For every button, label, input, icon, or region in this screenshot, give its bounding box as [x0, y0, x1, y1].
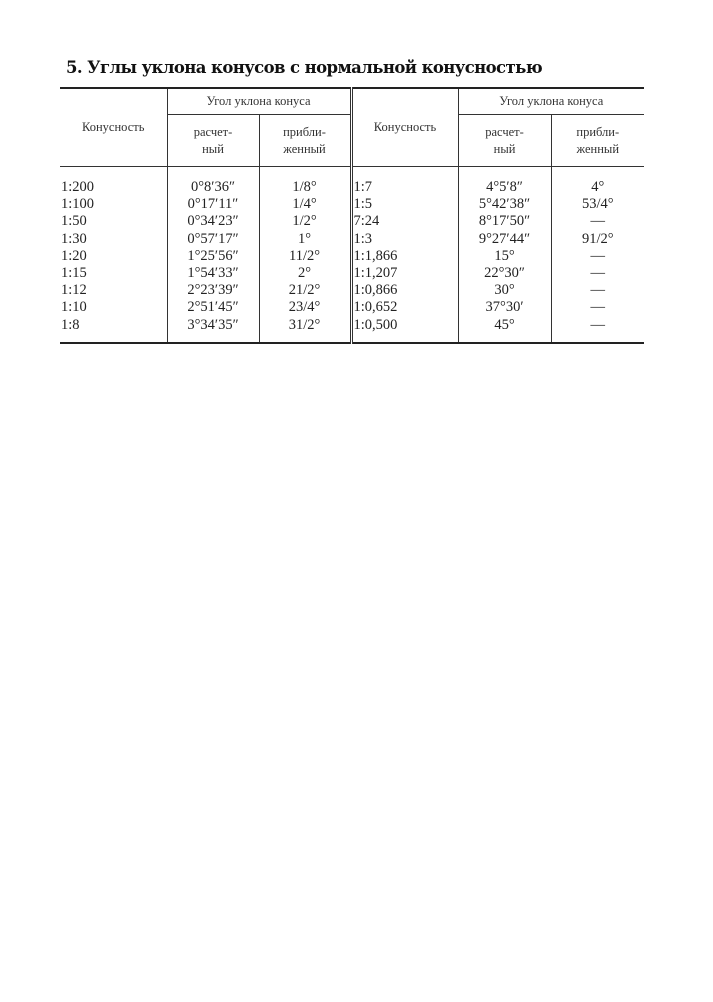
- table-row: [60, 248, 644, 265]
- header-row-top: [60, 88, 644, 115]
- table-row: [60, 317, 644, 343]
- cell-left-taper: 1:20: [61, 247, 87, 264]
- header-approximate-right: [551, 115, 644, 167]
- cell-right-taper: 1:1,866: [351, 248, 458, 265]
- cell-right-taper: 7:24: [351, 213, 458, 230]
- cell-left-taper: 1:10: [61, 299, 87, 316]
- cell-left-calculated: 0°57′17″: [167, 231, 259, 248]
- cell-right-approximate: —: [551, 265, 644, 282]
- header-angle-group-left: Угол уклона конуса: [167, 88, 351, 115]
- cell-left-taper: 1:200: [61, 179, 95, 195]
- cell-left-approximate: 1/2°: [259, 213, 351, 230]
- cell-left-taper: 1:100: [61, 196, 95, 213]
- cell-right-calculated: 8°17′50″: [458, 213, 551, 230]
- cell-right-taper: 1:3: [351, 231, 458, 248]
- cell-right-approximate: 53/4°: [551, 196, 644, 213]
- cell-right-calculated: 22°30″: [458, 265, 551, 282]
- cell-left-taper: 1:15: [61, 265, 87, 282]
- cell-right-calculated: 4°5′8″: [458, 167, 551, 197]
- table-header: [60, 88, 644, 167]
- table-row: [60, 213, 644, 230]
- cell-right-taper: 1:0,652: [351, 299, 458, 316]
- cell-right-calculated: 45°: [458, 317, 551, 343]
- table-row: [60, 299, 644, 316]
- table-body: [60, 167, 644, 343]
- cell-right-taper: 1:1,207: [351, 265, 458, 282]
- cell-right-taper: 1:7: [351, 167, 458, 197]
- cell-right-calculated: 9°27′44″: [458, 231, 551, 248]
- header-calculated-left-text: расчет- ный: [193, 124, 233, 156]
- cell-left-approximate: 1°: [259, 231, 351, 248]
- table-row: [60, 282, 644, 299]
- table-row: [60, 265, 644, 282]
- page-title: 5. Углы уклона конусов с нормальной конусностью: [66, 58, 543, 77]
- cell-left-calculated: 2°23′39″: [167, 282, 259, 299]
- header-calculated-right-text: расчет- ный: [485, 124, 524, 156]
- cell-right-calculated: 37°30′: [458, 299, 551, 316]
- cell-left-taper: 1:8: [61, 316, 80, 333]
- cell-left-calculated: 0°34′23″: [167, 213, 259, 230]
- cell-left-approximate: 1/8°: [259, 167, 351, 197]
- header-calculated-left: [167, 115, 259, 167]
- cell-left-approximate: 23/4°: [259, 299, 351, 316]
- cell-right-calculated: 30°: [458, 282, 551, 299]
- cell-left-approximate: 11/2°: [259, 248, 351, 265]
- cell-left-calculated: 3°34′35″: [167, 317, 259, 343]
- cell-left-taper: 1:50: [61, 213, 87, 230]
- cell-right-taper: 1:0,866: [351, 282, 458, 299]
- header-approximate-left: [259, 115, 351, 167]
- header-approximate-right-text: прибли- женный: [576, 124, 620, 156]
- cell-left-calculated: 1°25′56″: [167, 248, 259, 265]
- cell-left-calculated: 2°51′45″: [167, 299, 259, 316]
- cell-right-approximate: —: [551, 248, 644, 265]
- cell-right-approximate: —: [551, 317, 644, 343]
- cell-right-approximate: 91/2°: [551, 231, 644, 248]
- cell-right-calculated: 15°: [458, 248, 551, 265]
- cell-left-taper: 1:30: [61, 230, 87, 247]
- cell-left-calculated: 1°54′33″: [167, 265, 259, 282]
- cell-right-approximate: —: [551, 282, 644, 299]
- header-taper-left: Конусность: [60, 88, 167, 167]
- table-row: [60, 167, 644, 197]
- cell-right-taper: 1:5: [351, 196, 458, 213]
- cell-left-approximate: 31/2°: [259, 317, 351, 343]
- cell-left-calculated: 0°17′11″: [167, 196, 259, 213]
- taper-angle-table: [60, 87, 644, 344]
- header-approximate-left-text: прибли- женный: [283, 124, 326, 156]
- header-taper-right: Конусность: [351, 88, 458, 167]
- table-row: [60, 231, 644, 248]
- table-row: [60, 196, 644, 213]
- cell-right-calculated: 5°42′38″: [458, 196, 551, 213]
- cell-right-approximate: —: [551, 299, 644, 316]
- cell-right-approximate: —: [551, 213, 644, 230]
- cell-left-taper: 1:12: [61, 282, 87, 299]
- cell-right-approximate: 4°: [551, 167, 644, 197]
- cell-left-approximate: 1/4°: [259, 196, 351, 213]
- cell-right-taper: 1:0,500: [351, 317, 458, 343]
- cell-left-approximate: 2°: [259, 265, 351, 282]
- header-angle-group-right: Угол уклона конуса: [458, 88, 644, 115]
- cell-left-approximate: 21/2°: [259, 282, 351, 299]
- cell-left-calculated: 0°8′36″: [167, 167, 259, 197]
- header-calculated-right: [458, 115, 551, 167]
- taper-angle-table-container: [60, 87, 644, 357]
